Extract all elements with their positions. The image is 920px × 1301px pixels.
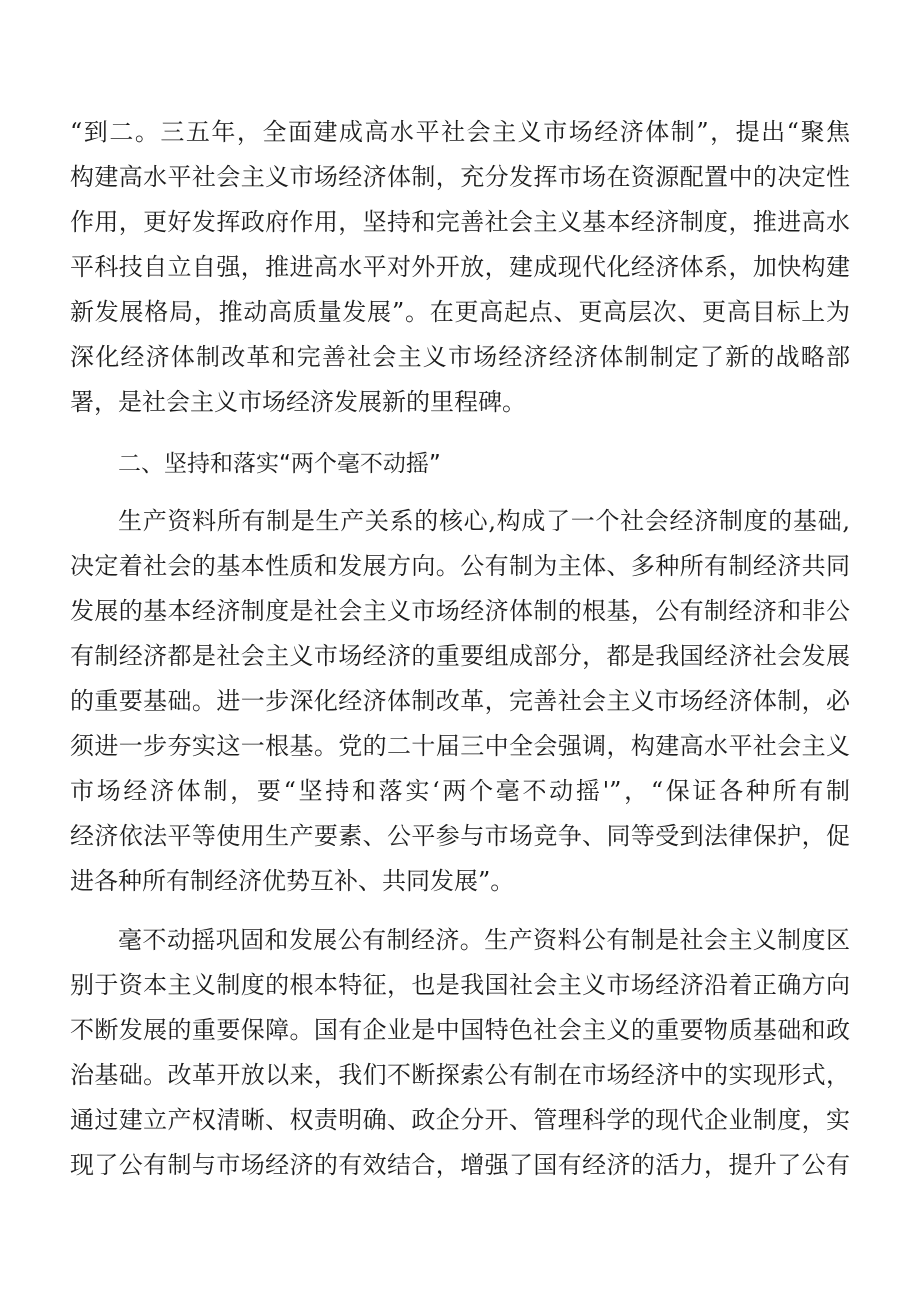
paragraph-line: 新发展格局，推动高质量发展”。在更高起点、更高层次、更高目标上为 bbox=[70, 298, 850, 326]
paragraph-line: 不断发展的重要保障。国有企业是中国特色社会主义的重要物质基础和政 bbox=[70, 1016, 850, 1044]
paragraph-line: 平科技自立自强，推进高水平对外开放，建成现代化经济体系，加快构建 bbox=[70, 253, 850, 281]
paragraph-line: 构建高水平社会主义市场经济体制，充分发挥市场在资源配置中的决定性 bbox=[70, 163, 850, 191]
paragraph-line: 的重要基础。进一步深化经济体制改革，完善社会主义市场经济体制，必 bbox=[70, 687, 850, 715]
paragraph-line: 发展的基本经济制度是社会主义市场经济体制的根基，公有制经济和非公 bbox=[70, 597, 850, 625]
paragraph-line: 深化经济体制改革和完善社会主义市场经济经济体制制定了新的战略部 bbox=[70, 343, 850, 371]
paragraph-line: 经济依法平等使用生产要素、公平参与市场竞争、同等受到法律保护，促 bbox=[70, 822, 850, 850]
paragraph-line: 决定着社会的基本性质和发展方向。公有制为主体、多种所有制经济共同 bbox=[70, 552, 850, 580]
paragraph-line: “到二。三五年，全面建成高水平社会主义市场经济体制”，提出“聚焦 bbox=[70, 118, 850, 146]
paragraph-line: 治基础。改革开放以来，我们不断探索公有制在市场经济中的实现形式， bbox=[70, 1061, 850, 1089]
paragraph-line: 进各种所有制经济优势互补、共同发展”。 bbox=[70, 867, 515, 895]
paragraph-line: 有制经济都是社会主义市场经济的重要组成部分，都是我国经济社会发展 bbox=[70, 642, 850, 670]
paragraph-line: 生产资料所有制是生产关系的核心,构成了一个社会经济制度的基础, bbox=[118, 507, 850, 535]
paragraph-line: 市场经济体制，要“坚持和落实‘两个毫不动摇'”，“保证各种所有制 bbox=[70, 777, 850, 805]
paragraph-line: 署，是社会主义市场经济发展新的里程碑。 bbox=[70, 388, 526, 416]
paragraph-line: 别于资本主义制度的根本特征，也是我国社会主义市场经济沿着正确方向 bbox=[70, 971, 850, 999]
paragraph-line: 毫不动摇巩固和发展公有制经济。生产资料公有制是社会主义制度区 bbox=[118, 926, 850, 954]
paragraph-line: 通过建立产权清晰、权责明确、政企分开、管理科学的现代企业制度，实 bbox=[70, 1106, 850, 1134]
section-heading: 二、坚持和落实“两个毫不动摇” bbox=[118, 451, 441, 477]
paragraph-line: 须进一步夯实这一根基。党的二十届三中全会强调，构建高水平社会主义 bbox=[70, 732, 850, 760]
paragraph-line: 现了公有制与市场经济的有效结合，增强了国有经济的活力，提升了公有 bbox=[70, 1151, 850, 1179]
paragraph-line: 作用，更好发挥政府作用，坚持和完善社会主义基本经济制度，推进高水 bbox=[70, 208, 850, 236]
